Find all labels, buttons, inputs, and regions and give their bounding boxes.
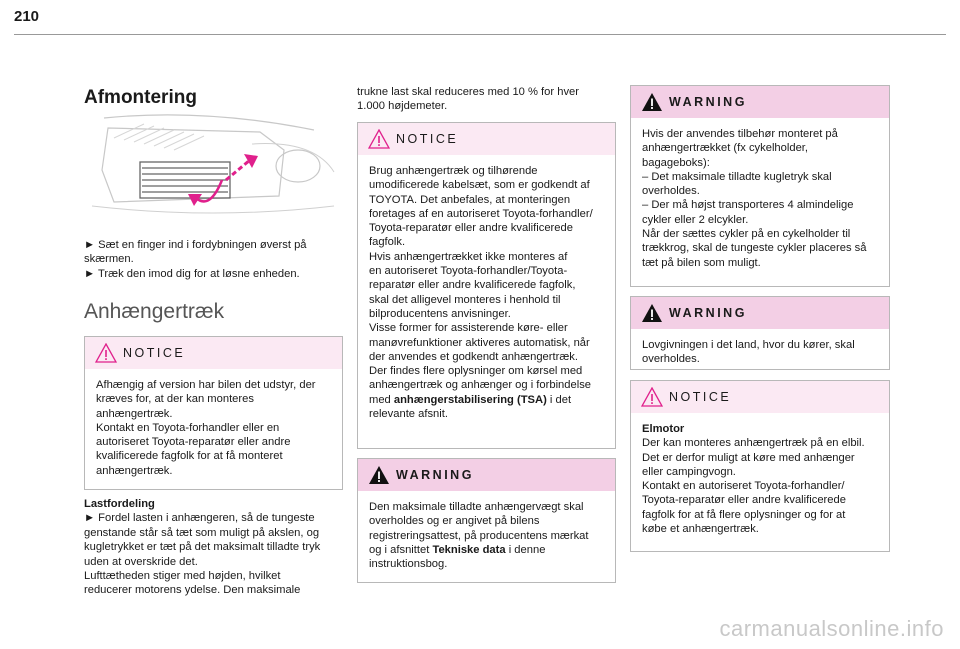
notice-box-2 bbox=[357, 122, 616, 449]
elmotor-heading: Elmotor bbox=[642, 423, 685, 435]
continued-text bbox=[357, 85, 617, 114]
afmontering-steps bbox=[84, 238, 346, 281]
warning-label: WARNING bbox=[396, 468, 474, 482]
text-line: skal det alligevel monteres i henhold til bbox=[369, 293, 561, 306]
text-span: i denne bbox=[505, 543, 546, 556]
notice-label: NOTICE bbox=[396, 132, 459, 146]
text-line: der anvendes et godkendt anhængertræk. bbox=[369, 350, 578, 363]
section-title-anhaengertraek: Anhængertræk bbox=[84, 300, 225, 323]
text-line: eller campingvogn. bbox=[642, 465, 736, 478]
notice-label: NOTICE bbox=[669, 390, 732, 404]
text-line: TOYOTA. Det anbefales, at monteringen bbox=[369, 193, 571, 206]
text-line: kræves for, at der kan monteres bbox=[96, 393, 254, 406]
text-line: tæt på bilen som muligt. bbox=[642, 256, 761, 269]
text-line: Lovgivningen i det land, hvor du kører, skal bbox=[642, 339, 855, 351]
text-line: – Det maksimale tilladte kugletryk skal bbox=[642, 170, 832, 183]
lastfordeling-section bbox=[84, 497, 349, 598]
text-line: uden at overskride det. bbox=[84, 555, 198, 568]
notice-header bbox=[85, 337, 342, 369]
lastfordeling-heading: Lastfordeling bbox=[84, 498, 155, 510]
warning-triangle-icon bbox=[368, 465, 390, 485]
text-line: reducerer motorens ydelse. Den maksimale bbox=[84, 584, 301, 597]
warning-body bbox=[631, 118, 889, 278]
warning-triangle-icon bbox=[641, 92, 663, 112]
text-line: foretages af en autoriseret Toyota-forhandler/ bbox=[369, 207, 593, 220]
text-line: Toyota-reparatør eller andre kvalificerede bbox=[369, 222, 573, 235]
text-line: cykler eller 2 elcykler. bbox=[642, 213, 749, 226]
section-title-afmontering: Afmontering bbox=[84, 87, 197, 108]
watermark: carmanualsonline.info bbox=[719, 616, 944, 641]
text-line: Lufttætheden stiger med højden, hvilket bbox=[84, 570, 281, 583]
text-line: Hvis der anvendes tilbehør monteret på bbox=[642, 128, 838, 140]
notice-body bbox=[358, 155, 615, 429]
warning-header bbox=[358, 459, 615, 491]
text-line: umodificerede kabelsæt, som er godkendt af bbox=[369, 179, 590, 192]
text-line: fagfolk. bbox=[369, 236, 406, 249]
text-line: en autoriseret Toyota-forhandler/Toyota- bbox=[369, 265, 568, 278]
text-line: Der findes flere oplysninger om kørsel med bbox=[369, 365, 583, 378]
reference-term: Tekniske data bbox=[432, 543, 506, 556]
caution-triangle-icon bbox=[368, 129, 390, 149]
text-span: i det bbox=[546, 393, 572, 406]
text-line: reparatør eller andre kvalificerede fagfolk, bbox=[369, 279, 576, 292]
text-line: trækkrog, skal de tungeste cykler placeres så bbox=[642, 242, 867, 255]
text-line: købe et anhængertræk. bbox=[642, 523, 759, 536]
text-line: anhængertrækket (fx cykelholder, bbox=[642, 142, 809, 155]
notice-header bbox=[631, 381, 889, 413]
text-span: og i afsnittet bbox=[369, 543, 433, 556]
text-line: genstande står så tæt som muligt på akslen, og bbox=[84, 526, 320, 539]
notice-body bbox=[631, 413, 889, 544]
warning-body bbox=[631, 329, 889, 375]
step-1: ► Sæt en finger ind i fordybningen øverst på skærmen. bbox=[84, 239, 307, 266]
text-line: Kontakt en Toyota-forhandler eller en bbox=[96, 421, 280, 434]
text-line bbox=[369, 393, 605, 407]
text-line: Kontakt en autoriseret Toyota-forhandler/ bbox=[642, 480, 845, 493]
caution-triangle-icon bbox=[641, 387, 663, 407]
text-line: bagageboks): bbox=[642, 156, 710, 169]
text-line: Det er derfor muligt at køre med anhænger bbox=[642, 451, 855, 464]
warning-label: WARNING bbox=[669, 306, 747, 320]
text-line: kugletrykket er tæt på det maksimalt tilladte tryk bbox=[84, 541, 321, 554]
text-line: instruktionsbog. bbox=[369, 558, 448, 571]
bumper-illustration bbox=[84, 110, 342, 228]
page-number: 210 bbox=[14, 8, 40, 25]
notice-label: NOTICE bbox=[123, 346, 186, 360]
warning-box-2 bbox=[630, 85, 890, 287]
warning-header bbox=[631, 297, 889, 329]
text-line: autoriseret Toyota-reparatør eller andre bbox=[96, 436, 291, 449]
text-line: overholdes. bbox=[642, 353, 700, 366]
warning-body bbox=[358, 491, 615, 579]
text-line: Toyota-reparatør eller andre kvalificerede bbox=[642, 494, 846, 507]
text-line: Hvis anhængertrækket ikke monteres af bbox=[369, 250, 568, 263]
warning-box-3 bbox=[630, 296, 890, 370]
caution-triangle-icon bbox=[95, 343, 117, 363]
tsa-term: anhængerstabilisering (TSA) bbox=[393, 393, 547, 406]
text-line: 1.000 højdemeter. bbox=[357, 100, 448, 113]
text-line bbox=[369, 543, 605, 557]
text-line: overholdes. bbox=[642, 185, 700, 198]
text-line: fagfolk for at få flere oplysninger og for at bbox=[642, 508, 846, 521]
text-line: Brug anhængertræk og tilhørende bbox=[369, 165, 538, 177]
notice-body bbox=[85, 369, 342, 486]
text-line: overholdes og er angivet på bilens bbox=[369, 515, 540, 528]
text-span: med bbox=[369, 393, 394, 406]
text-line: relevante afsnit. bbox=[369, 408, 448, 421]
text-line: anhængertræk. bbox=[96, 407, 173, 420]
text-line: Der kan monteres anhængertræk på en elbil. bbox=[642, 437, 865, 450]
notice-box-3 bbox=[630, 380, 890, 552]
notice-box-1 bbox=[84, 336, 343, 490]
header-divider bbox=[14, 34, 946, 35]
step-2: ► Træk den imod dig for at løsne enheden. bbox=[84, 267, 300, 280]
text-line: registreringsattest, på producentens mærkat bbox=[369, 529, 589, 542]
text-line: kvalificerede fagfolk for at få monteret bbox=[96, 450, 283, 463]
text-line: anhængertræk. bbox=[96, 464, 173, 477]
notice-header bbox=[358, 123, 615, 155]
text-line: anhængertræk og anhænger og i forbindelse bbox=[369, 379, 592, 392]
text-line: bilproducentens anvisninger. bbox=[369, 307, 511, 320]
text-line: trukne last skal reduceres med 10 % for hver bbox=[357, 86, 579, 98]
warning-triangle-icon bbox=[641, 303, 663, 323]
warning-label: WARNING bbox=[669, 95, 747, 109]
text-line: Afhængig af version har bilen det udstyr, der bbox=[96, 379, 316, 391]
text-line: Den maksimale tilladte anhængervægt skal bbox=[369, 501, 584, 513]
text-line: manøvrefunktioner aktiveres automatisk, når bbox=[369, 336, 590, 349]
text-line: ► Fordel lasten i anhængeren, så de tungeste bbox=[84, 512, 315, 525]
warning-box-1 bbox=[357, 458, 616, 583]
text-line: – Der må højst transporteres 4 almindelige bbox=[642, 199, 854, 212]
text-line: Visse former for assisterende køre- eller bbox=[369, 322, 568, 335]
warning-header bbox=[631, 86, 889, 118]
text-line: Når der sættes cykler på en cykelholder til bbox=[642, 228, 851, 241]
